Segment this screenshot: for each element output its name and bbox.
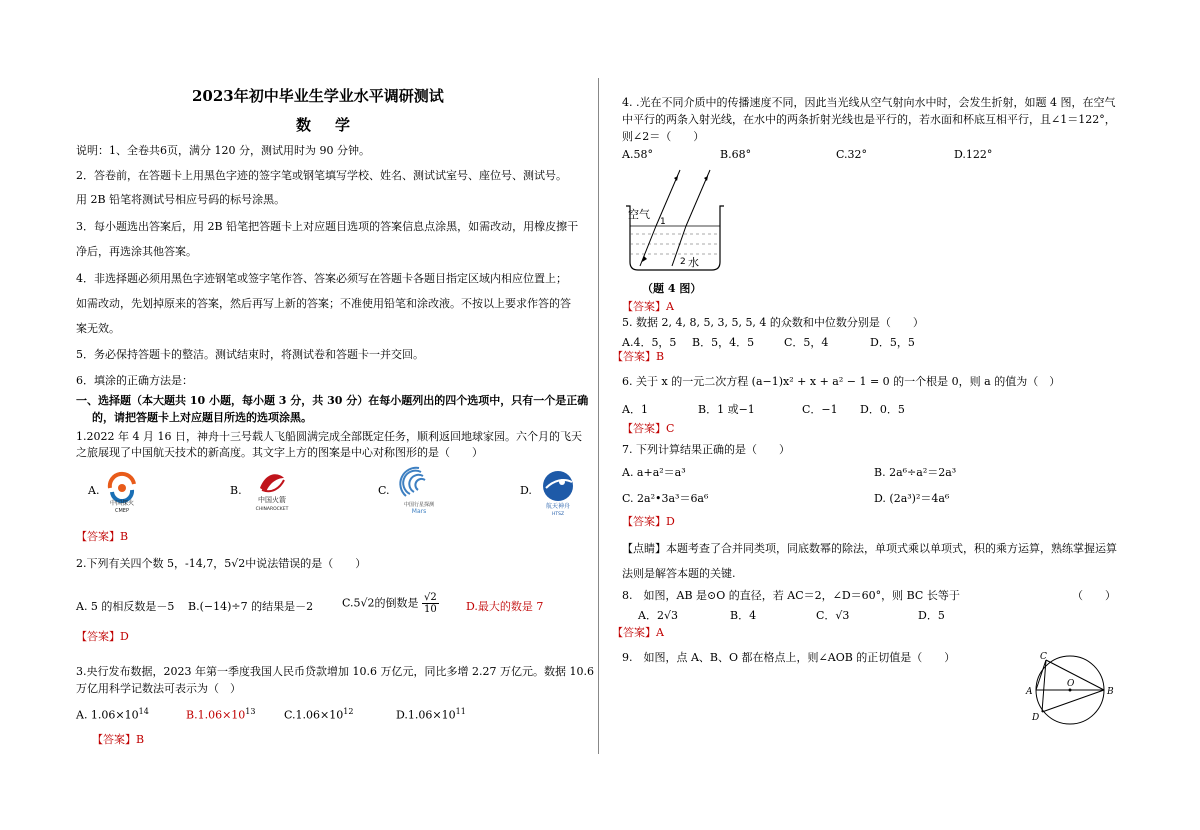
china-rocket-logo-icon xyxy=(248,468,296,514)
q1-option-d-label: D. xyxy=(520,484,532,497)
q4-option-d: D.122° xyxy=(954,148,993,161)
q4-option-b: B.68° xyxy=(720,148,752,161)
note-line: 4．非选择题必须用黑色字迹钢笔或签字笔作答、答案必须写在答题卡各题目指定区域内相应位置上； xyxy=(76,272,567,285)
q2-option-c-fraction xyxy=(422,592,439,615)
q3-option-a-exp: 14 xyxy=(138,707,149,716)
q1-option-c-label: C. xyxy=(378,484,390,497)
q3-option-b-base: B.1.06×10 xyxy=(186,708,246,722)
q4-stem-cont: 中平行的两条入射光线，在水中的两条折射光线也是平行的，若水面和杯底互相平行，且∠1＝122°， xyxy=(622,113,1116,126)
q3-option-b-exp: 13 xyxy=(245,707,256,716)
q8-option-d: D．5 xyxy=(918,609,945,622)
q4-option-c: C.32° xyxy=(836,148,868,161)
section-heading-cont: 的，请把答题卡上对应题目所选的选项涂黑。 xyxy=(92,411,312,424)
q3-option-a xyxy=(76,707,149,722)
q9-stem: 9. 如图，点 A、B、O 都在格点上，则∠AOB 的正切值是（ ） xyxy=(622,651,956,664)
q2-fraction-numerator: √2 xyxy=(424,592,437,603)
q5-option-c: C．5，4 xyxy=(784,336,829,349)
q3-stem-cont: 万亿用科学记数法可表示为（ ） xyxy=(76,682,241,695)
q5-option-a: A.4．5，5 xyxy=(622,336,677,349)
cmep-logo-icon xyxy=(102,468,142,514)
cmep-logo-caption: 中国探火 xyxy=(109,500,135,507)
q4-fig-angle-2: 2 xyxy=(680,257,686,267)
q2-stem xyxy=(76,557,366,571)
exam-subject: 数学 xyxy=(296,116,375,134)
q2-sqrt-value: 5√2 xyxy=(224,557,246,570)
note-line: 2．答卷前，在答题卡上用黑色字迹的签字笔或钢笔填写学校、姓名、测试试室号、座位号、测试号。 xyxy=(76,169,567,182)
q3-option-c-base: C.1.06×10 xyxy=(284,708,344,722)
q8-paren: （ ） xyxy=(1072,589,1116,602)
q4-fig-angle-1: 1 xyxy=(660,217,666,227)
q7-answer: 【答案】D xyxy=(622,515,675,528)
q6-option-d: D．0．5 xyxy=(860,403,905,416)
q2-stem-a: 2.下列有关四个数 5，-14,7， xyxy=(76,557,225,570)
q2-option-d: D.最大的数是 7 xyxy=(466,600,544,613)
mars-exploration-logo-icon xyxy=(396,464,442,516)
q3-option-c-exp: 12 xyxy=(343,707,354,716)
note-line: 说明：1、全卷共6页，满分 120 分，测试用时为 90 分钟。 xyxy=(76,144,370,157)
note-line: 用 2B 铅笔将测试号相应号码的标号涂黑。 xyxy=(76,193,286,206)
q7-option-a: A. a+a²＝a³ xyxy=(622,466,686,479)
q4-figure-caption: （题 4 图） xyxy=(642,282,702,295)
q1-answer: 【答案】B xyxy=(76,530,129,543)
q3-option-d-exp: 11 xyxy=(455,707,466,716)
q8-stem: 8. 如图，AB 是⊙O 的直径，若 AC＝2，∠D＝60°，则 BC 长等于 xyxy=(622,589,960,602)
q3-stem: 3.央行发布数据，2023 年第一季度我国人民币贷款增加 10.6 万亿元，同比多增 2.27 万亿元。数据 10.6 xyxy=(76,665,594,678)
cmep-logo-caption-en: CMEP xyxy=(115,508,129,514)
q2-option-c xyxy=(342,592,439,615)
note-line: 净后，再选涂其他答案。 xyxy=(76,245,197,258)
q1-stem-cont: 之旅展现了中国航天技术的新高度。其文字上方的图案是中心对称图形的是（ ） xyxy=(76,446,483,459)
q2-option-c-text: C.5√2的倒数是 xyxy=(342,596,419,610)
rocket-logo-caption-en: CHINAROCKET xyxy=(255,507,289,512)
shenzhou-logo-icon xyxy=(538,466,578,516)
mars-logo-caption: 中国行星探测 xyxy=(403,502,435,508)
q6-option-a: A．1 xyxy=(622,403,648,416)
q9-label-d: D xyxy=(1032,713,1040,723)
rocket-logo-caption: 中国火箭 xyxy=(258,496,286,504)
q8-option-a: A．2√3 xyxy=(638,609,678,622)
q4-refraction-figure xyxy=(620,166,730,276)
q5-option-d: D．5，5 xyxy=(870,336,915,349)
q6-option-c: C．−1 xyxy=(802,403,838,416)
q8-option-c: C．√3 xyxy=(816,609,850,622)
q4-stem: 4. .光在不同介质中的传播速度不同，因此当光线从空气射向水中时，会发生折射，如题 4 图，在空气 xyxy=(622,96,1116,109)
q3-answer: 【答案】B xyxy=(92,733,145,746)
q2-answer: 【答案】D xyxy=(76,630,129,643)
q5-answer: 【答案】B xyxy=(612,350,665,363)
q8-answer: 【答案】A xyxy=(612,626,664,639)
q9-label-o: O xyxy=(1067,679,1075,689)
note-line: 5．务必保持答题卡的整洁。测试结束时，将测试卷和答题卡一并交回。 xyxy=(76,348,424,361)
q1-stem: 1.2022 年 4 月 16 日，神舟十三号载人飞船圆满完成全部既定任务，顺利返回地球家园。六个月的飞天 xyxy=(76,430,582,443)
q3-option-d-base: D.1.06×10 xyxy=(396,708,456,722)
q3-option-d xyxy=(396,707,466,722)
q4-fig-air-label: 空气 xyxy=(628,208,650,221)
section-heading: 一、选择题（本大题共 10 小题，每小题 3 分，共 30 分）在每小题列出的四个选项中，只有一个是正确 xyxy=(76,394,589,407)
q4-stem-cont2: 则∠2＝（ ） xyxy=(622,130,705,143)
q2-option-b: B.(−14)÷7 的结果是－2 xyxy=(188,600,314,613)
note-line: 3．每小题选出答案后，用 2B 铅笔把答题卡上对应题目选项的答案信息点涂黑，如需改动，用橡皮擦干 xyxy=(76,220,579,233)
q2-option-a: A. 5 的相反数是－5 xyxy=(76,600,175,613)
q9-label-b: B xyxy=(1107,687,1114,697)
q4-answer: 【答案】A xyxy=(622,300,674,313)
note-line: 6．填涂的正确方法是： xyxy=(76,374,193,387)
q7-option-b: B. 2a⁶÷a²＝2a³ xyxy=(874,466,957,479)
q7-stem: 7. 下列计算结果正确的是（ ） xyxy=(622,443,790,456)
q4-option-a: A.58° xyxy=(622,148,653,161)
q7-option-d: D. (2a³)²＝4a⁶ xyxy=(874,492,950,505)
q5-option-b: B．5，4．5 xyxy=(692,336,755,349)
exam-title: 2023年初中毕业生学业水平调研测试 xyxy=(192,87,444,105)
column-divider xyxy=(598,78,599,754)
q6-option-b: B．1 或−1 xyxy=(698,403,755,416)
shenzhou-logo-caption-en: HTSZ xyxy=(551,512,565,516)
shenzhou-logo-caption: 航天神舟 xyxy=(545,503,571,510)
q7-option-c: C. 2a²•3a³＝6a⁶ xyxy=(622,492,709,505)
q1-option-b-label: B. xyxy=(230,484,242,497)
q2-stem-b: 中说法错误的是（ ） xyxy=(245,557,367,570)
q9-label-c: C xyxy=(1040,652,1047,662)
q6-stem: 6. 关于 x 的一元二次方程 (a−1)x² + x + a² − 1 = 0 的一个根是 0，则 a 的值为（ ） xyxy=(622,375,1061,388)
q2-fraction-denominator: 10 xyxy=(424,604,437,615)
q9-label-a: A xyxy=(1026,687,1033,697)
q1-option-a-label: A. xyxy=(88,484,100,497)
q9-circle-figure xyxy=(1020,650,1120,730)
q7-note-cont: 法则是解答本题的关键. xyxy=(622,567,736,580)
note-line: 案无效。 xyxy=(76,322,120,335)
note-line: 如需改动，先划掉原来的答案，然后再写上新的答案；不准使用铅笔和涂改液。不按以上要求作答的答 xyxy=(76,297,571,310)
mars-logo-caption-en: Mars xyxy=(411,508,427,515)
q5-stem: 5. 数据 2, 4, 8, 5, 3, 5, 5, 4 的众数和中位数分别是（ ） xyxy=(622,316,924,329)
q3-option-c xyxy=(284,707,353,722)
q4-fig-water-label: 水 xyxy=(688,256,699,269)
q6-answer: 【答案】C xyxy=(622,422,675,435)
q8-option-b: B．4 xyxy=(730,609,757,622)
q3-option-b xyxy=(186,707,255,722)
q7-note: 【点睛】本题考查了合并同类项，同底数幂的除法，单项式乘以单项式，积的乘方运算，熟练掌握运算 xyxy=(622,542,1117,555)
q3-option-a-base: A. 1.06×10 xyxy=(76,708,139,722)
